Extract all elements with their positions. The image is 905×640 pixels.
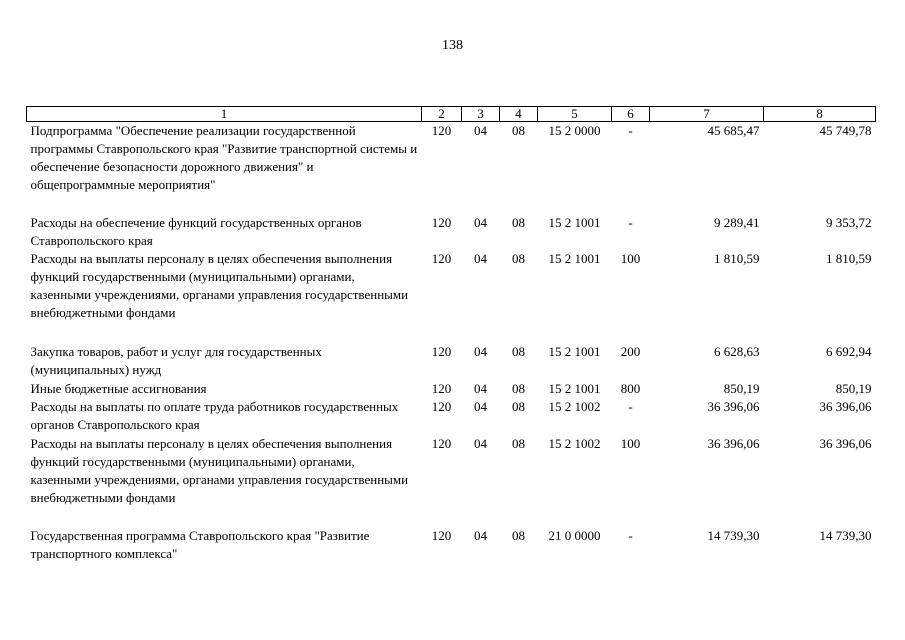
row-code-ministry: 120: [431, 343, 452, 359]
row-code-ministry: 120: [431, 527, 452, 543]
table-header-row: [27, 107, 876, 122]
row-amount-year1: 9 289,41: [714, 214, 760, 230]
row-amount-year1: 6 628,63: [714, 343, 760, 359]
row-subsection: 08: [512, 250, 525, 266]
row-name: Подпрограмма "Обеспечение реализации государственной программы Ставропольского края "Развитие транспортной системы и обеспечение безопасности дорожного движения" и общепрограммные мероприятия": [30, 123, 418, 192]
row-name: Закупка товаров, работ и услуг для государственных (муниципальных) нужд: [30, 343, 322, 377]
row-amount-year1: 14 739,30: [707, 527, 760, 543]
row-subsection: 08: [512, 214, 525, 230]
row-expense-type: -: [628, 123, 633, 138]
row-subsection: 08: [512, 527, 525, 543]
row-code-ministry: 120: [431, 214, 452, 230]
row-section: 04: [474, 250, 487, 266]
header-cell: 5: [538, 107, 612, 122]
row-subsection: 08: [512, 398, 525, 414]
row-code-ministry: 120: [431, 123, 452, 138]
row-amount-year2: 45 749,78: [819, 123, 872, 138]
row-section: 04: [474, 398, 487, 414]
row-code-ministry: 120: [431, 250, 452, 266]
header-cell: 2: [422, 107, 462, 122]
row-name: Расходы на выплаты персоналу в целях обеспечения выполнения функций государственными (муниципальными) органами, казенными учреждениями, органами управления государственными внебюджетными фондами: [30, 435, 409, 505]
row-code-ministry: 120: [431, 435, 452, 451]
header-cell: 3: [462, 107, 500, 122]
row-target-article: 15 2 1001: [548, 214, 601, 230]
row-subsection: 08: [512, 123, 525, 138]
row-target-article: 15 2 1001: [548, 343, 601, 359]
row-name: Расходы на выплаты персоналу в целях обеспечения выполнения функций государственными (муниципальными) органами, казенными учреждениями, органами управления государственными внебюджетными фондами: [30, 250, 409, 320]
row-amount-year2: 6 692,94: [826, 343, 872, 359]
row-subsection: 08: [512, 435, 525, 451]
row-expense-type: 200: [620, 343, 641, 359]
row-amount-year1: 850,19: [723, 380, 760, 396]
row-name: Расходы на обеспечение функций государственных органов Ставропольского края: [30, 214, 362, 248]
row-target-article: 15 2 0000: [548, 123, 601, 138]
row-amount-year1: 36 396,06: [707, 398, 760, 414]
header-cell: 6: [612, 107, 650, 122]
row-expense-type: 100: [620, 250, 641, 266]
table-row: [27, 527, 876, 564]
row-subsection: 08: [512, 380, 525, 396]
row-target-article: 21 0 0000: [548, 527, 601, 543]
row-expense-type: 800: [620, 380, 641, 396]
row-amount-year1: 1 810,59: [714, 250, 760, 266]
row-section: 04: [474, 527, 487, 543]
row-target-article: 15 2 1002: [548, 398, 601, 414]
row-amount-year2: 36 396,06: [819, 435, 872, 451]
row-expense-type: -: [628, 398, 633, 414]
row-name: Расходы на выплаты по оплате труда работников государственных органов Ставропольского края: [30, 398, 399, 432]
row-amount-year2: 9 353,72: [826, 214, 872, 230]
row-amount-year1: 36 396,06: [707, 435, 760, 451]
table-row: [27, 122, 876, 214]
table-row: [27, 380, 876, 398]
page-number: 138: [442, 38, 463, 53]
header-cell: 7: [650, 107, 764, 122]
row-expense-type: -: [628, 214, 633, 230]
row-amount-year2: 1 810,59: [826, 250, 872, 266]
row-code-ministry: 120: [431, 398, 452, 414]
row-section: 04: [474, 123, 487, 138]
row-amount-year2: 14 739,30: [819, 527, 872, 543]
table-row: [27, 214, 876, 250]
row-name: Иные бюджетные ассигнования: [30, 380, 207, 396]
row-name: Государственная программа Ставропольского края "Развитие транспортного комплекса": [30, 527, 370, 561]
row-target-article: 15 2 1001: [548, 250, 601, 266]
row-subsection: 08: [512, 343, 525, 359]
table-row: [27, 343, 876, 380]
row-section: 04: [474, 435, 487, 451]
header-cell: 8: [764, 107, 876, 122]
table-row: [27, 250, 876, 343]
row-target-article: 15 2 1002: [548, 435, 601, 451]
budget-table: [26, 106, 876, 564]
row-target-article: 15 2 1001: [548, 380, 601, 396]
row-amount-year2: 36 396,06: [819, 398, 872, 414]
header-cell: 4: [500, 107, 538, 122]
row-expense-type: 100: [620, 435, 641, 451]
row-expense-type: -: [628, 527, 633, 543]
row-section: 04: [474, 343, 487, 359]
table-row: [27, 398, 876, 435]
table-row: [27, 435, 876, 527]
row-amount-year2: 850,19: [835, 380, 872, 396]
row-amount-year1: 45 685,47: [707, 123, 760, 138]
header-cell: 1: [27, 107, 422, 122]
row-code-ministry: 120: [431, 380, 452, 396]
row-section: 04: [474, 214, 487, 230]
row-section: 04: [474, 380, 487, 396]
